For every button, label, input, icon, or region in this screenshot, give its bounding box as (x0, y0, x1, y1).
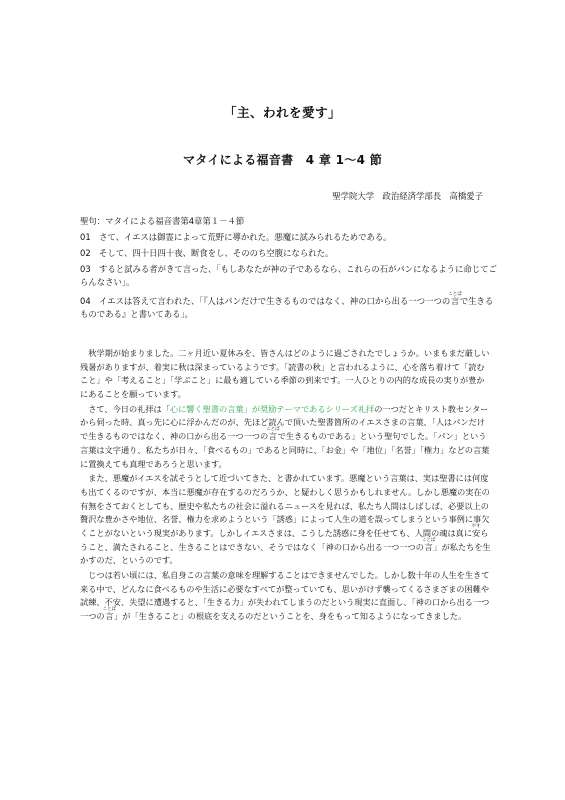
verse-4: 04 イエスは答えて言われた、「『人はパンだけで生きるものではなく、神の口から出る一つ一つの言ことばで生きるものである』と書いてある」。 (80, 292, 494, 320)
paragraph-1: 秋学期が始まりました。二ヶ月近い夏休みを、皆さんはどのように過ごされたでしょうか。いまもまだ厳しい残暑がありますが、着実に秋は深まっているようです。「読書の秋」と言われるように、心を落ち着けて「読むこと」や「考えること」「学ぶこと」に最も適している季節の到来です。一人ひとりの内的な成長の実りが豊かにあることを願っています。 (80, 348, 490, 400)
highlight-keyword: 奨励テーマ (260, 403, 301, 414)
author-line: 聖学院大学 政治経済学部長 高橋愛子 (332, 191, 483, 201)
verse-1: 01 さて、イエスは御霊によって荒野に導かれた。悪魔に試みられるためである。 (80, 232, 392, 243)
paragraph-2: さて、今日の礼拝は「心に響く聖書の言葉」が奨励テーマであるシリーズ礼拝の一つだとキリスト教センターから伺った時、真っ先に心に浮かんだのが、先ほど読んで頂いた聖書箇所のイエスさまの言葉、「人はパンだけで生きるものではなく、神の口から出る一つ一つの言ことばで生きるものである」という聖句でした。「パン」という言葉は文字通り、私たちが日々、「食べるもの」であると同時に、「お金」や「地位」「名誉」「権力」などの言葉に置換えても真理であろうと思います。 (80, 403, 490, 469)
paragraph-4: じつは若い頃には、私自身この言葉の意味を理解することはできませんでした。しかし数十年の人生を生きて来る中で、どんなに食べるものや生活に必要なすべてが整っていても、思いがけず襲ってくるさまざまの困難や試練、不安、失望に遭遇すると、「生きる力」が失われてしまうのだという現実に直面し、「神の口から出る一つ一つの言ことば」が「生きること」の根底を支えるのだということを、身をもって知るようになってきました。 (80, 570, 490, 622)
sermon-body (80, 347, 492, 625)
scripture-block (80, 215, 500, 324)
sermon-title: 「主、われを愛す」 (223, 105, 341, 120)
verse-2: 02 そして、四十日四十夜、断食をし、そののち空腹になられた。 (80, 248, 334, 259)
verse-3: 03 すると試みる者がきて言った、「もしあなたが神の子であるなら、これらの石がパンになるように命じてごらんなさい」。 (80, 264, 497, 288)
paragraph-3: また、悪魔がイエスを試そうとして近づいてきた、と書かれています。悪魔という言葉は、実は聖書には何度も出てくるのですが、本当に悪魔が存在するのだろうか、と疑わしく思うかもしれません。しかし悪魔の実在の有無をさておくとしても、歴史や私たちの社会に溢れるニュースを見れば、私たち人間はしばしば、必要以上の贅沢な豊かさや地位、名誉、権力を求めようという「誘惑」によって人生の道を誤ってしまうという事例に事欠くことがないという現実があります。しかしイエスさまは、こうした誘惑に身を任せても、人間の魂は真に安やすらうこと、満たされること、生きることはできない、そうではなく「神の口から出る一つ一つの言ことば」が私たちを生かすのだ、というのです。 (80, 473, 491, 566)
highlight-theme: 心に響く聖書の言葉 (169, 403, 244, 414)
scripture-reference: マタイによる福音書 4 章 1～4 節 (182, 153, 383, 167)
scripture-heading: 聖句：マタイによる福音書第4章第１－４節 (80, 216, 245, 226)
